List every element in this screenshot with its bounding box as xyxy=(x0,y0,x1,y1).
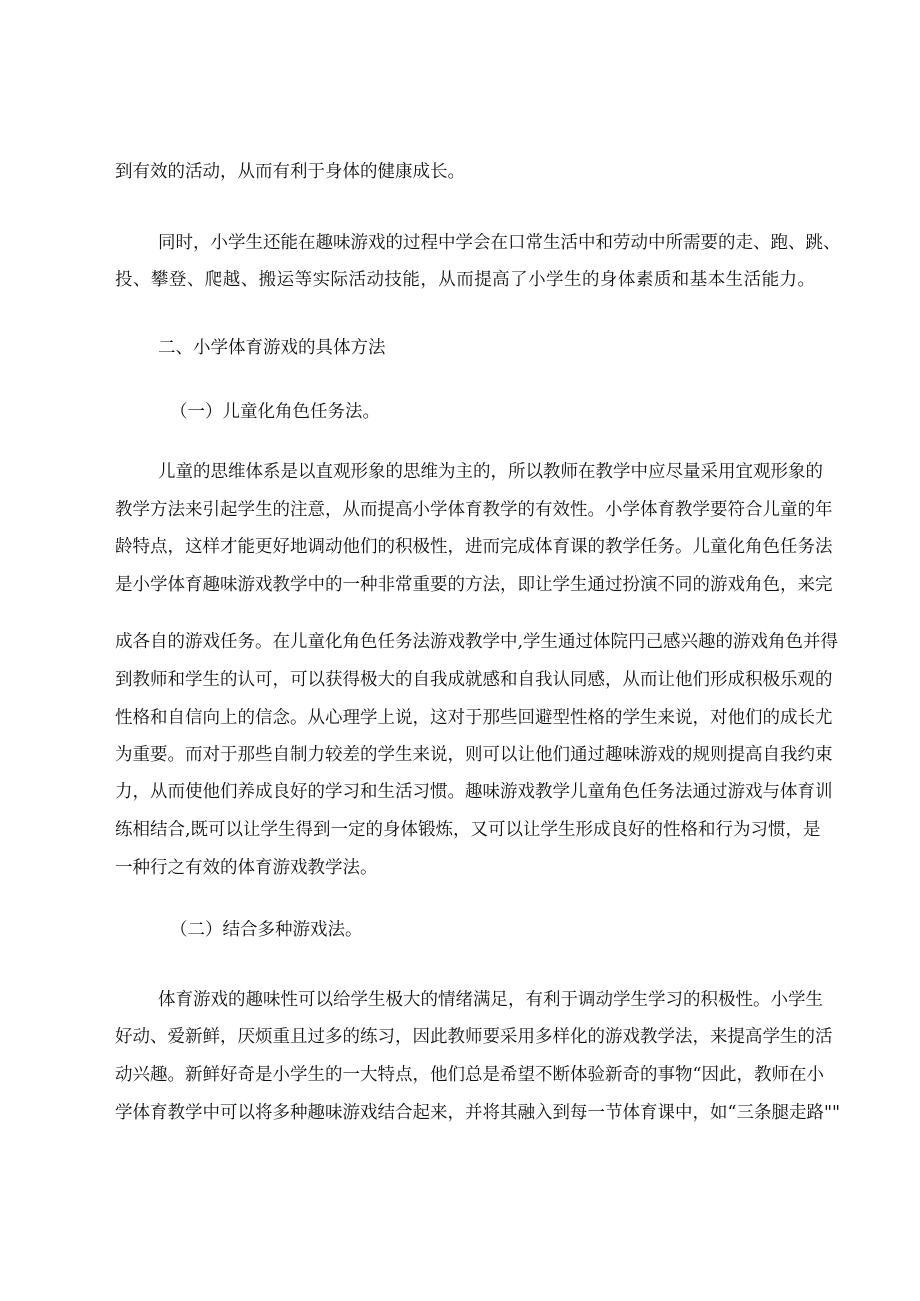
text-line: 一种行之有效的体育游戏教学法。 xyxy=(115,858,378,878)
text-line: 同时，小学生还能在趣味游戏的过程中学会在口常生活中和劳动中所需要的走、跑、跳、 xyxy=(158,233,841,253)
section-heading: 二、小学体育游戏的具体方法 xyxy=(158,338,386,358)
text-line: 好动、爱新鲜，厌烦重且过多的练习，因此教师要采用多样化的游戏教学法，来提高学生的活 xyxy=(115,1027,833,1047)
text-line: 儿童的思维体系是以直观形象的思维为主的，所以教师在教学中应尽量采用宜观形象的 xyxy=(158,462,823,482)
text-line: 投、攀登、爬越、搬运等实际活动技能，从而提高了小学生的身体素质和基本生活能力。 xyxy=(115,270,815,290)
text-line: 体育游戏的趣味性可以给学生极大的情绪满足，有利于调动学生学习的积极性。小学生 xyxy=(158,990,823,1010)
text-line: 为重要。而对于那些自制力较差的学生来说，则可以让他们通过趣味游戏的规则提高自我约束 xyxy=(115,745,833,765)
subsection-heading: （一）儿童化角色任务法。 xyxy=(170,402,380,422)
subsection-heading: （二）结合多种游戏法。 xyxy=(170,920,363,940)
text-line: 到教师和学生的认可，可以获得极大的自我成就感和自我认同感，从而让他们形成积极乐观的 xyxy=(115,670,833,690)
text-line: 成各自的游戏任务。在儿童化角色任务法游戏教学中,学生通过体院円己感兴趣的游戏角色并得 xyxy=(115,632,839,652)
text-line: 学体育教学中可以将多种趣味游戏结合起来，并将其融入到每一节体育课中，如“三条腿走路"" xyxy=(115,1103,841,1123)
text-line: 龄特点，这样才能更好地调动他们的积极性，进而完成体育课的教学任务。儿童化角色任务法 xyxy=(115,537,833,557)
text-line: 是小学体育趣味游戏教学中的一种非常重要的方法，即让学生通过扮演不同的游戏角色，来完 xyxy=(115,575,833,595)
text-line: 练相结合,既可以让学生得到一定的身体锻炼，又可以让学生形成良好的性格和行为习惯，是 xyxy=(115,820,821,840)
text-line: 动兴趣。新鲜好奇是小学生的一大特点，他们总是希望不断体验新奇的事物“因此，教师在小 xyxy=(115,1065,824,1085)
text-line: 教学方法来引起学生的注意，从而提高小学体育教学的有效性。小学体育教学要符合儿童的年 xyxy=(115,500,833,520)
text-line: 力，从而使他们养成良好的学习和生活习惯。趣味游戏教学儿童角色任务法通过游戏与体育训 xyxy=(115,782,833,802)
text-line: 性格和自信向上的信念。从心理学上说，这对于那些回避型性格的学生来说，对他们的成长尤 xyxy=(115,708,833,728)
text-line: 到有效的活动，从而有利于身体的健康成长。 xyxy=(115,162,465,182)
